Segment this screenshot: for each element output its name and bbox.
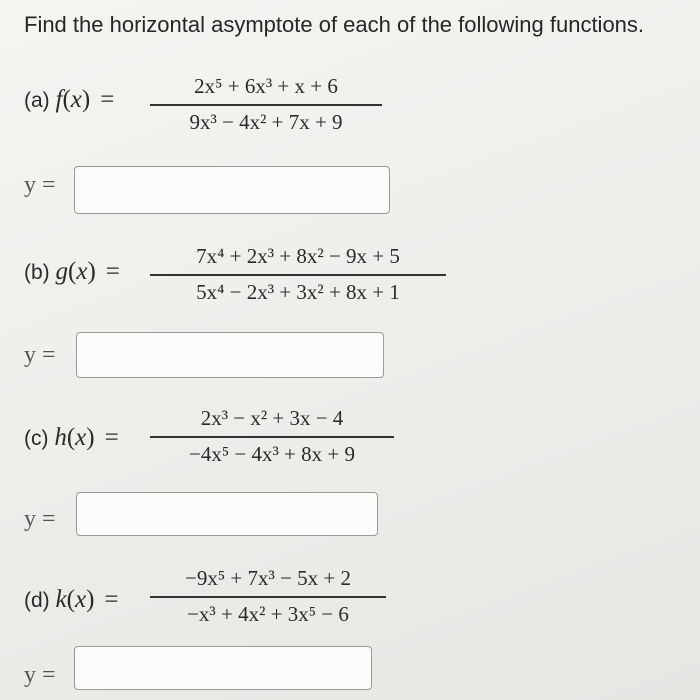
problem-c-numerator: 2x³ − x² + 3x − 4 <box>200 406 344 430</box>
problem-a-variable: x <box>70 86 82 113</box>
problem-c-fraction <box>150 406 394 467</box>
fraction-bar <box>150 274 446 276</box>
fraction-bar <box>150 596 386 598</box>
problem-b-function-name: g <box>55 258 69 285</box>
problem-a-fraction <box>150 74 382 135</box>
problem-d-function-name: k <box>55 586 67 613</box>
answer-b-input[interactable] <box>76 332 384 378</box>
problem-d-fraction <box>150 566 386 627</box>
answer-d-label: y = <box>24 662 56 688</box>
problem-c-denominator: −4x⁵ − 4x³ + 8x + 9 <box>189 441 355 466</box>
problem-a-label: (a) f(x) = <box>24 86 115 113</box>
problem-b-variable: x <box>76 258 88 285</box>
answer-b-label: y = <box>24 342 56 368</box>
problem-d-numerator: −9x⁵ + 7x³ − 5x + 2 <box>185 566 351 590</box>
problem-d-label: (d) k(x) = <box>24 586 119 613</box>
problem-d-variable: x <box>74 586 87 613</box>
fraction-bar <box>150 104 382 106</box>
problem-b-numerator: 7x⁴ + 2x³ + 8x² − 9x + 5 <box>196 244 400 268</box>
instructions-text: Find the horizontal asymptote of each of the following functions. <box>24 12 645 37</box>
problem-a-denominator: 9x³ − 4x² + 7x + 9 <box>189 109 343 134</box>
answer-c-input[interactable] <box>76 492 378 536</box>
answer-d-input[interactable] <box>74 646 372 690</box>
answer-a-input[interactable] <box>74 166 390 214</box>
problem-c-variable: x <box>75 424 87 451</box>
problem-b-fraction <box>150 244 446 305</box>
problem-a-function-name: f <box>55 86 63 113</box>
fraction-bar <box>150 436 394 438</box>
problem-c-function-name: h <box>54 424 67 451</box>
problem-c-label: (c) h(x) = <box>24 424 119 451</box>
problem-b-letter: (b) <box>24 261 50 284</box>
answer-a-label: y = <box>24 172 56 198</box>
answer-c-label: y = <box>24 506 56 532</box>
problem-b-label: (b) g(x) = <box>24 258 120 285</box>
problem-d-letter: (d) <box>24 589 50 612</box>
problem-a-numerator: 2x⁵ + 6x³ + x + 6 <box>194 74 338 98</box>
problem-d-denominator: −x³ + 4x² + 3x⁵ − 6 <box>187 601 349 626</box>
problem-a-letter: (a) <box>24 89 50 112</box>
problem-b-denominator: 5x⁴ − 2x³ + 3x² + 8x + 1 <box>196 279 400 304</box>
problem-c-letter: (c) <box>24 427 49 450</box>
